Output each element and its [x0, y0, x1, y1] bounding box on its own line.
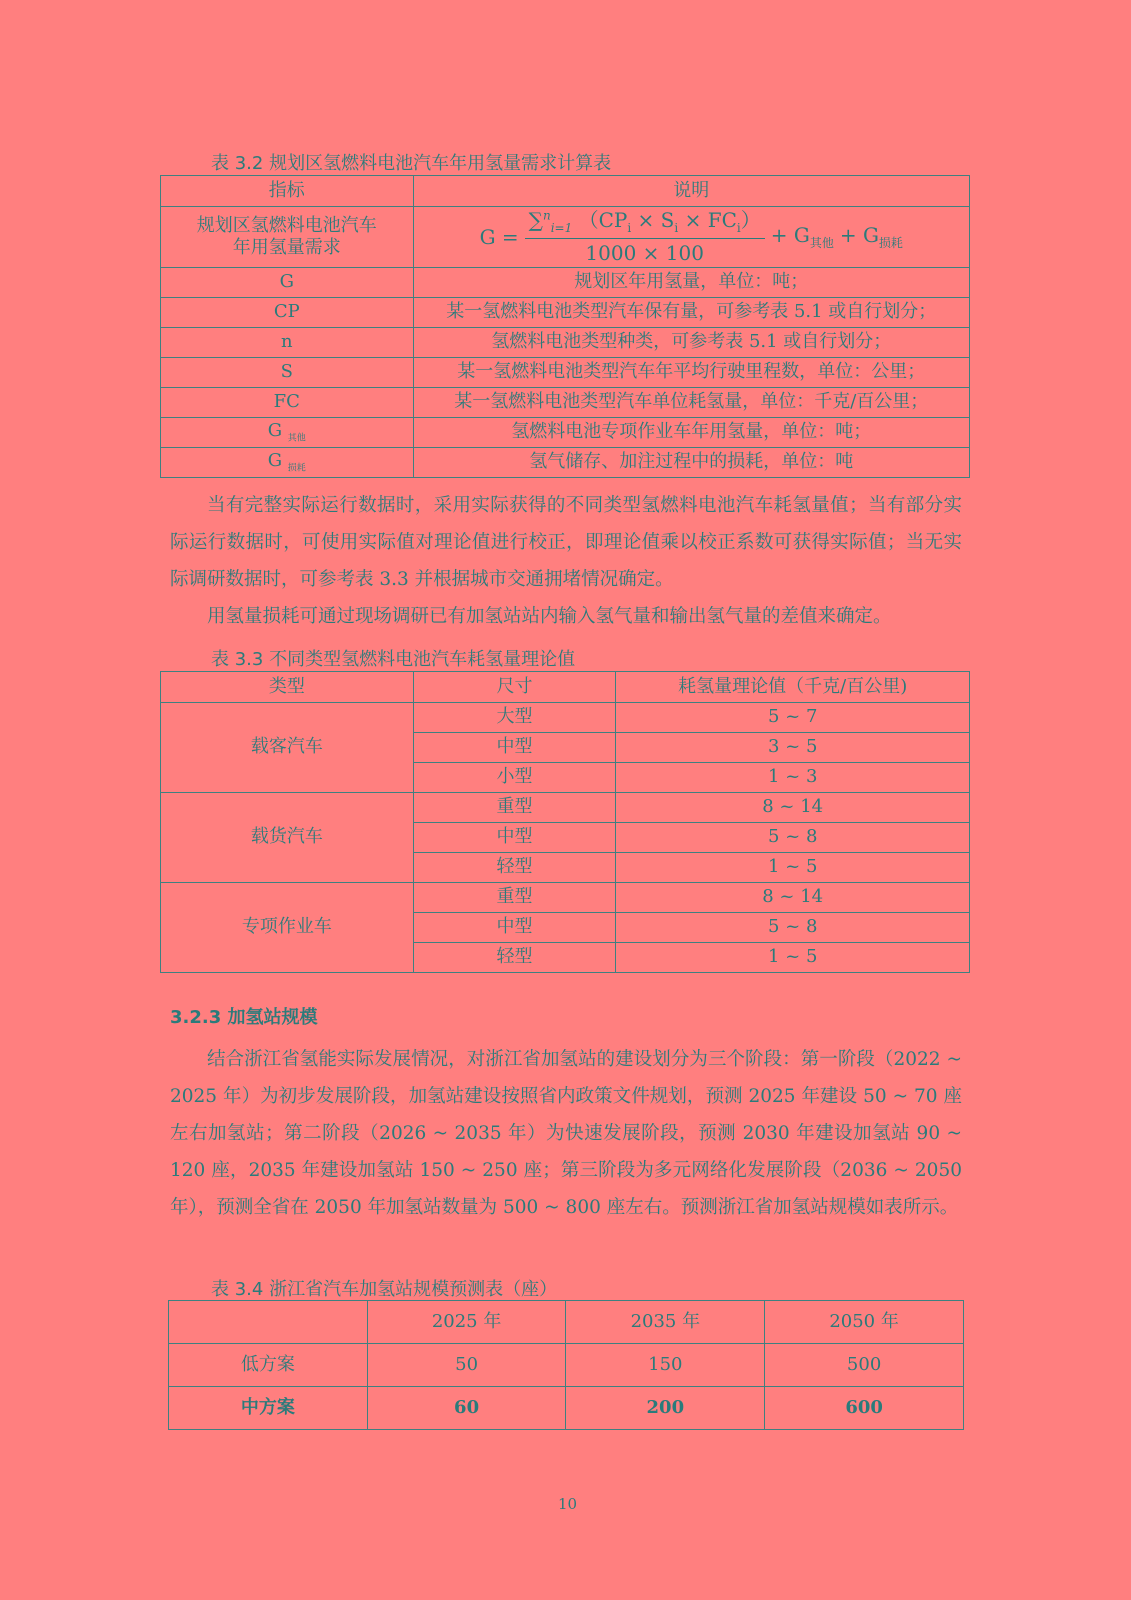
section-heading: 3.2.3 加氢站规模	[170, 1007, 318, 1028]
hydrogen-demand-formula: G = $\frac{\sum^n_{i=1} (CP_i \times S_i \times FC_i)}{1000 \times 100}$ + $G_{其他}$ + $G_{损耗}$	[479, 208, 903, 265]
paragraph-hydrogen-consumption: 当有完整实际运行数据时，采用实际获得的不同类型氢燃料电池汽车耗氢量值；当有部分实际运行数据时，可使用实际值对理论值进行校正，即理论值乘以校正系数可获得实际值；当无实际调研数据时，可参考表 3.3 并根据城市交通拥堵情况确定。	[170, 495, 962, 590]
table-header-row: 类型 尺寸 耗氢量理论值（千克/百公里)	[161, 672, 970, 703]
paragraph-station-scale: 结合浙江省氢能实际发展情况，对浙江省加氢站的建设划分为三个阶段：第一阶段（2022 ~ 2025 年）为初步发展阶段，加氢站建设按照省内政策文件规划，预测 2025 年建设 50 ~ 70 座左右加氢站；第二阶段（2026 ~ 2035 年）为快速发展阶段，预测 2030 年建设加氢站 90 ~ 120 座，2035 年建设加氢站 150 ~ 250 座；第三阶段为多元网络化发展阶段（2036 ~ 2050 年），预测全省在 2050 年加氢站数量为 500 ~ 800 座左右。预测浙江省加氢站规模如表所示。	[170, 1049, 962, 1218]
body-text-block-2	[170, 1041, 962, 1226]
table-3-4-caption: 表 3.4 浙江省汽车加氢站规模预测表（座）	[211, 1279, 558, 1300]
table-row: FC 某一氢燃料电池类型汽车单位耗氢量，单位：千克/百公里；	[161, 388, 970, 418]
table-3-3	[160, 671, 970, 973]
table-row: 轻型 1 ~ 5	[161, 853, 970, 883]
table-3-2-caption: 表 3.2 规划区氢燃料电池汽车年用氢量需求计算表	[211, 153, 612, 174]
table-row-low-scenario: 低方案 50 150 500	[169, 1344, 964, 1387]
table-row: 载客汽车 大型 5 ~ 7	[161, 703, 970, 733]
vehicle-type-cell: 载货汽车	[161, 793, 414, 883]
table-3-4	[168, 1300, 964, 1430]
table-row: 载货汽车 重型 8 ~ 14	[161, 793, 970, 823]
table-row: G 规划区年用氢量，单位：吨；	[161, 268, 970, 298]
body-text-block-1	[170, 487, 962, 635]
table-header-row	[161, 176, 970, 207]
vehicle-type-cell: 专项作业车	[161, 883, 414, 973]
page-number: 10	[558, 1495, 578, 1513]
header-description: 说明	[413, 176, 969, 207]
table-3-3-caption: 表 3.3 不同类型氢燃料电池汽车耗氢量理论值	[211, 649, 576, 670]
table-row: G $_{其他}$ 氢燃料电池专项作业车年用氢量，单位：吨；	[161, 418, 970, 448]
table-row-mid-scenario: 中方案 60 200 600	[169, 1387, 964, 1430]
formula-row	[161, 207, 970, 268]
header-indicator: 指标	[161, 176, 414, 207]
table-row: 专项作业车 重型 8 ~ 14	[161, 883, 970, 913]
table-row: 小型 1 ~ 3	[161, 763, 970, 793]
paragraph-hydrogen-loss: 用氢量损耗可通过现场调研已有加氢站站内输入氢气量和输出氢气量的差值来确定。	[207, 606, 892, 627]
table-row: 轻型 1 ~ 5	[161, 943, 970, 973]
formula-cell	[413, 207, 969, 268]
table-row: 中型 3 ~ 5	[161, 733, 970, 763]
formula-label: 规划区氢燃料电池汽车 年用氢量需求	[161, 207, 414, 268]
table-row: CP 某一氢燃料电池类型汽车保有量，可参考表 5.1 或自行划分；	[161, 298, 970, 328]
table-row: 中型 5 ~ 8	[161, 823, 970, 853]
table-row: 中型 5 ~ 8	[161, 913, 970, 943]
table-3-2	[160, 175, 970, 478]
table-row: G $_{损耗}$ 氢气储存、加注过程中的损耗，单位：吨	[161, 448, 970, 478]
table-row: S 某一氢燃料电池类型汽车年平均行驶里程数，单位：公里；	[161, 358, 970, 388]
vehicle-type-cell: 载客汽车	[161, 703, 414, 793]
table-header-row: 2025 年 2035 年 2050 年	[169, 1301, 964, 1344]
table-row: n 氢燃料电池类型种类，可参考表 5.1 或自行划分；	[161, 328, 970, 358]
